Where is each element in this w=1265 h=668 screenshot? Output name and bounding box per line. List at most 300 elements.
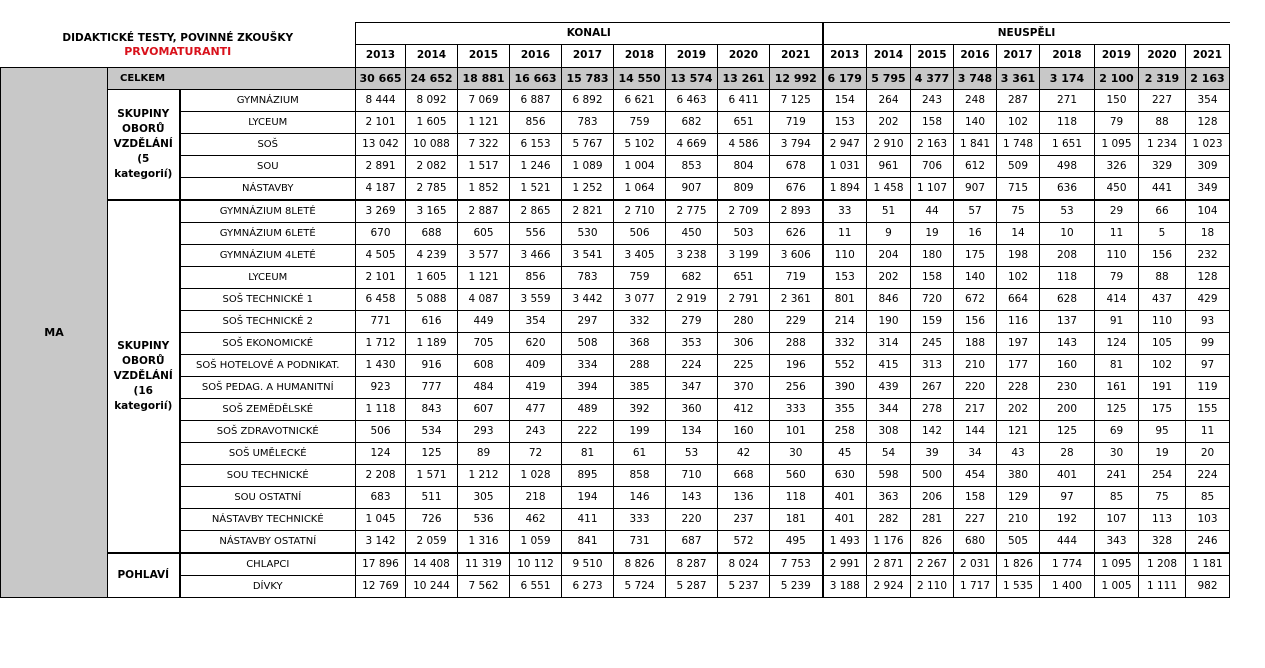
konali-cell: 354	[510, 310, 562, 332]
neuspeli-cell: 343	[1095, 530, 1139, 553]
konali-cell: 856	[510, 111, 562, 133]
konali-cell: 1 246	[510, 155, 562, 177]
konali-cell: 4 187	[356, 177, 406, 200]
row-label: SOŠ HOTELOVÉ A PODNIKAT.	[180, 354, 356, 376]
konali-cell: 17 896	[356, 553, 406, 576]
konali-cell: 777	[406, 376, 458, 398]
total-konali-cell: 12 992	[770, 67, 823, 89]
table-row	[1, 376, 1230, 398]
neuspeli-cell: 156	[1139, 244, 1186, 266]
neuspeli-cell: 961	[867, 155, 911, 177]
neuspeli-cell: 79	[1095, 111, 1139, 133]
neuspeli-cell: 228	[997, 376, 1040, 398]
konali-cell: 477	[510, 398, 562, 420]
row-label: DÍVKY	[180, 575, 356, 597]
konali-cell: 332	[614, 310, 666, 332]
neuspeli-cell: 128	[1186, 266, 1230, 288]
konali-cell: 449	[458, 310, 510, 332]
neuspeli-cell: 137	[1040, 310, 1095, 332]
neuspeli-cell: 18	[1186, 222, 1230, 244]
table-row	[1, 111, 1230, 133]
konali-cell: 196	[770, 354, 823, 376]
neuspeli-cell: 204	[867, 244, 911, 266]
konali-cell: 279	[666, 310, 718, 332]
konali-cell: 134	[666, 420, 718, 442]
table-row	[1, 575, 1230, 597]
row-label: NÁSTAVBY OSTATNÍ	[180, 530, 356, 553]
neuspeli-cell: 99	[1186, 332, 1230, 354]
row-label: SOŠ TECHNICKÉ 2	[180, 310, 356, 332]
table-title-cell	[1, 23, 356, 68]
neuspeli-cell: 349	[1186, 177, 1230, 200]
neuspeli-cell: 429	[1186, 288, 1230, 310]
konali-cell: 1 521	[510, 177, 562, 200]
neuspeli-cell: 208	[1040, 244, 1095, 266]
neuspeli-cell: 97	[1040, 486, 1095, 508]
neuspeli-cell: 2 947	[823, 133, 867, 155]
konali-cell: 783	[562, 111, 614, 133]
neuspeli-cell: 118	[1040, 111, 1095, 133]
neuspeli-cell: 202	[867, 266, 911, 288]
konali-cell: 1 118	[356, 398, 406, 420]
konali-cell: 5 237	[718, 575, 770, 597]
total-neuspeli-cell: 3 748	[954, 67, 997, 89]
konali-cell: 353	[666, 332, 718, 354]
konali-cell: 804	[718, 155, 770, 177]
konali-cell: 450	[666, 222, 718, 244]
neuspeli-cell: 177	[997, 354, 1040, 376]
total-neuspeli-cell: 6 179	[823, 67, 867, 89]
row-label: SOŠ EKONOMICKÉ	[180, 332, 356, 354]
konali-cell: 2 785	[406, 177, 458, 200]
konali-cell: 1 059	[510, 530, 562, 553]
neuspeli-cell: 16	[954, 222, 997, 244]
neuspeli-cell: 1 841	[954, 133, 997, 155]
neuspeli-cell: 414	[1095, 288, 1139, 310]
konali-cell: 5 287	[666, 575, 718, 597]
neuspeli-cell: 1 651	[1040, 133, 1095, 155]
konali-cell: 2 208	[356, 464, 406, 486]
konali-cell: 297	[562, 310, 614, 332]
table-row	[1, 133, 1230, 155]
neuspeli-cell: 271	[1040, 89, 1095, 111]
konali-cell: 626	[770, 222, 823, 244]
konali-cell: 14 408	[406, 553, 458, 576]
konali-cell: 3 238	[666, 244, 718, 266]
konali-cell: 3 606	[770, 244, 823, 266]
neuspeli-cell: 158	[911, 266, 954, 288]
neuspeli-cell: 198	[997, 244, 1040, 266]
neuspeli-cell: 2 924	[867, 575, 911, 597]
neuspeli-cell: 454	[954, 464, 997, 486]
neuspeli-cell: 124	[1095, 332, 1139, 354]
neuspeli-cell: 119	[1186, 376, 1230, 398]
konali-cell: 370	[718, 376, 770, 398]
konali-cell: 5 239	[770, 575, 823, 597]
konali-cell: 1 252	[562, 177, 614, 200]
table-row	[1, 464, 1230, 486]
neuspeli-cell: 11	[1095, 222, 1139, 244]
neuspeli-cell: 128	[1186, 111, 1230, 133]
konali-cell: 6 273	[562, 575, 614, 597]
neuspeli-cell: 175	[1139, 398, 1186, 420]
konali-cell: 511	[406, 486, 458, 508]
konali-cell: 288	[614, 354, 666, 376]
year-header-neuspeli-2014: 2014	[867, 45, 911, 67]
konali-cell: 256	[770, 376, 823, 398]
konali-cell: 385	[614, 376, 666, 398]
konali-cell: 8 287	[666, 553, 718, 576]
neuspeli-cell: 1 458	[867, 177, 911, 200]
konali-cell: 8 092	[406, 89, 458, 111]
konali-cell: 136	[718, 486, 770, 508]
konali-cell: 858	[614, 464, 666, 486]
konali-cell: 1 028	[510, 464, 562, 486]
table-body	[1, 67, 1230, 597]
neuspeli-cell: 720	[911, 288, 954, 310]
neuspeli-cell: 3 188	[823, 575, 867, 597]
neuspeli-cell: 43	[997, 442, 1040, 464]
konali-cell: 2 082	[406, 155, 458, 177]
konali-cell: 683	[356, 486, 406, 508]
neuspeli-cell: 34	[954, 442, 997, 464]
konali-cell: 506	[614, 222, 666, 244]
table-row	[1, 420, 1230, 442]
konali-cell: 7 069	[458, 89, 510, 111]
year-header-konali-2013: 2013	[356, 45, 406, 67]
row-label: SOŠ TECHNICKÉ 1	[180, 288, 356, 310]
konali-cell: 3 442	[562, 288, 614, 310]
konali-cell: 3 077	[614, 288, 666, 310]
neuspeli-cell: 230	[1040, 376, 1095, 398]
neuspeli-cell: 1 095	[1095, 133, 1139, 155]
total-konali-cell: 13 261	[718, 67, 770, 89]
total-konali-cell: 16 663	[510, 67, 562, 89]
statistics-table-wrapper	[0, 22, 1230, 598]
neuspeli-cell: 1 095	[1095, 553, 1139, 576]
neuspeli-cell: 354	[1186, 89, 1230, 111]
section-label-1: SKUPINY OBORŮ VZDĚLÁNÍ (16 kategorií)	[108, 200, 180, 553]
neuspeli-cell: 243	[911, 89, 954, 111]
neuspeli-cell: 129	[997, 486, 1040, 508]
neuspeli-cell: 363	[867, 486, 911, 508]
konali-cell: 3 577	[458, 244, 510, 266]
year-header-neuspeli-2021: 2021	[1186, 45, 1230, 67]
konali-cell: 124	[356, 442, 406, 464]
group-header-neuspeli: NEUSPĚLI	[823, 23, 1230, 45]
neuspeli-cell: 598	[867, 464, 911, 486]
neuspeli-cell: 57	[954, 200, 997, 223]
konali-cell: 3 559	[510, 288, 562, 310]
neuspeli-cell: 329	[1139, 155, 1186, 177]
neuspeli-cell: 232	[1186, 244, 1230, 266]
konali-cell: 53	[666, 442, 718, 464]
konali-cell: 1 004	[614, 155, 666, 177]
konali-cell: 6 887	[510, 89, 562, 111]
table-row	[1, 222, 1230, 244]
konali-cell: 8 024	[718, 553, 770, 576]
konali-cell: 7 125	[770, 89, 823, 111]
konali-cell: 347	[666, 376, 718, 398]
neuspeli-cell: 680	[954, 530, 997, 553]
neuspeli-cell: 75	[997, 200, 1040, 223]
neuspeli-cell: 401	[823, 486, 867, 508]
konali-cell: 495	[770, 530, 823, 553]
neuspeli-cell: 1 748	[997, 133, 1040, 155]
neuspeli-cell: 210	[954, 354, 997, 376]
konali-cell: 3 541	[562, 244, 614, 266]
neuspeli-cell: 144	[954, 420, 997, 442]
konali-cell: 1 064	[614, 177, 666, 200]
konali-cell: 2 059	[406, 530, 458, 553]
table-row	[1, 310, 1230, 332]
neuspeli-cell: 29	[1095, 200, 1139, 223]
konali-cell: 841	[562, 530, 614, 553]
neuspeli-cell: 14	[997, 222, 1040, 244]
neuspeli-cell: 1 826	[997, 553, 1040, 576]
neuspeli-cell: 328	[1139, 530, 1186, 553]
total-neuspeli-cell: 3 361	[997, 67, 1040, 89]
konali-cell: 726	[406, 508, 458, 530]
neuspeli-cell: 254	[1139, 464, 1186, 486]
neuspeli-cell: 11	[1186, 420, 1230, 442]
neuspeli-cell: 672	[954, 288, 997, 310]
konali-cell: 759	[614, 266, 666, 288]
konali-cell: 89	[458, 442, 510, 464]
konali-cell: 243	[510, 420, 562, 442]
year-header-konali-2019: 2019	[666, 45, 718, 67]
neuspeli-cell: 197	[997, 332, 1040, 354]
neuspeli-cell: 1 894	[823, 177, 867, 200]
konali-cell: 923	[356, 376, 406, 398]
konali-cell: 293	[458, 420, 510, 442]
konali-cell: 72	[510, 442, 562, 464]
neuspeli-cell: 192	[1040, 508, 1095, 530]
neuspeli-cell: 210	[997, 508, 1040, 530]
konali-cell: 1 852	[458, 177, 510, 200]
konali-cell: 5 102	[614, 133, 666, 155]
neuspeli-cell: 125	[1040, 420, 1095, 442]
neuspeli-cell: 401	[1040, 464, 1095, 486]
neuspeli-cell: 20	[1186, 442, 1230, 464]
konali-cell: 30	[770, 442, 823, 464]
neuspeli-cell: 380	[997, 464, 1040, 486]
total-neuspeli-cell: 2 163	[1186, 67, 1230, 89]
neuspeli-cell: 160	[1040, 354, 1095, 376]
konali-cell: 4 087	[458, 288, 510, 310]
konali-cell: 2 101	[356, 111, 406, 133]
neuspeli-cell: 907	[954, 177, 997, 200]
konali-cell: 6 463	[666, 89, 718, 111]
konali-cell: 61	[614, 442, 666, 464]
table-row	[1, 177, 1230, 200]
konali-cell: 783	[562, 266, 614, 288]
konali-cell: 1 121	[458, 111, 510, 133]
neuspeli-cell: 314	[867, 332, 911, 354]
neuspeli-cell: 45	[823, 442, 867, 464]
year-header-neuspeli-2015: 2015	[911, 45, 954, 67]
ma-label: MA	[1, 67, 108, 597]
neuspeli-cell: 93	[1186, 310, 1230, 332]
konali-cell: 1 189	[406, 332, 458, 354]
neuspeli-cell: 344	[867, 398, 911, 420]
row-label: LYCEUM	[180, 111, 356, 133]
neuspeli-cell: 706	[911, 155, 954, 177]
statistics-table	[0, 22, 1230, 598]
neuspeli-cell: 846	[867, 288, 911, 310]
neuspeli-cell: 191	[1139, 376, 1186, 398]
neuspeli-cell: 88	[1139, 266, 1186, 288]
konali-cell: 3 269	[356, 200, 406, 223]
neuspeli-cell: 612	[954, 155, 997, 177]
konali-cell: 2 919	[666, 288, 718, 310]
total-konali-cell: 24 652	[406, 67, 458, 89]
neuspeli-cell: 505	[997, 530, 1040, 553]
neuspeli-cell: 1 535	[997, 575, 1040, 597]
konali-cell: 907	[666, 177, 718, 200]
konali-cell: 360	[666, 398, 718, 420]
neuspeli-cell: 220	[954, 376, 997, 398]
konali-cell: 2 710	[614, 200, 666, 223]
year-header-neuspeli-2018: 2018	[1040, 45, 1095, 67]
konali-cell: 682	[666, 111, 718, 133]
section-label-0: SKUPINY OBORŮ VZDĚLÁNÍ (5 kategorií)	[108, 89, 180, 200]
konali-cell: 280	[718, 310, 770, 332]
konali-cell: 220	[666, 508, 718, 530]
neuspeli-cell: 190	[867, 310, 911, 332]
konali-cell: 5 767	[562, 133, 614, 155]
konali-cell: 2 865	[510, 200, 562, 223]
konali-cell: 719	[770, 111, 823, 133]
neuspeli-cell: 19	[1139, 442, 1186, 464]
konali-cell: 306	[718, 332, 770, 354]
neuspeli-cell: 258	[823, 420, 867, 442]
neuspeli-cell: 224	[1186, 464, 1230, 486]
konali-cell: 6 458	[356, 288, 406, 310]
total-neuspeli-cell: 5 795	[867, 67, 911, 89]
neuspeli-cell: 110	[823, 244, 867, 266]
konali-cell: 81	[562, 442, 614, 464]
neuspeli-cell: 214	[823, 310, 867, 332]
neuspeli-cell: 287	[997, 89, 1040, 111]
konali-cell: 334	[562, 354, 614, 376]
konali-cell: 1 430	[356, 354, 406, 376]
konali-cell: 101	[770, 420, 823, 442]
neuspeli-cell: 1 023	[1186, 133, 1230, 155]
neuspeli-cell: 355	[823, 398, 867, 420]
table-title: DIDAKTICKÉ TESTY, POVINNÉ ZKOUŠKY	[62, 31, 294, 44]
konali-cell: 2 893	[770, 200, 823, 223]
neuspeli-cell: 81	[1095, 354, 1139, 376]
table-row	[1, 354, 1230, 376]
neuspeli-cell: 437	[1139, 288, 1186, 310]
neuspeli-cell: 241	[1095, 464, 1139, 486]
konali-cell: 2 887	[458, 200, 510, 223]
konali-cell: 10 112	[510, 553, 562, 576]
neuspeli-cell: 54	[867, 442, 911, 464]
konali-cell: 409	[510, 354, 562, 376]
neuspeli-cell: 107	[1095, 508, 1139, 530]
konali-cell: 3 405	[614, 244, 666, 266]
neuspeli-cell: 206	[911, 486, 954, 508]
konali-cell: 687	[666, 530, 718, 553]
neuspeli-cell: 1 031	[823, 155, 867, 177]
neuspeli-cell: 30	[1095, 442, 1139, 464]
row-label: GYMNÁZIUM	[180, 89, 356, 111]
konali-cell: 3 199	[718, 244, 770, 266]
neuspeli-cell: 1 400	[1040, 575, 1095, 597]
row-label: GYMNÁZIUM 8LETÉ	[180, 200, 356, 223]
neuspeli-cell: 246	[1186, 530, 1230, 553]
konali-cell: 853	[666, 155, 718, 177]
konali-cell: 2 361	[770, 288, 823, 310]
konali-cell: 676	[770, 177, 823, 200]
neuspeli-cell: 143	[1040, 332, 1095, 354]
neuspeli-cell: 44	[911, 200, 954, 223]
konali-cell: 2 101	[356, 266, 406, 288]
konali-cell: 1 045	[356, 508, 406, 530]
konali-cell: 678	[770, 155, 823, 177]
year-header-neuspeli-2017: 2017	[997, 45, 1040, 67]
konali-cell: 1 571	[406, 464, 458, 486]
konali-cell: 3 466	[510, 244, 562, 266]
konali-cell: 10 244	[406, 575, 458, 597]
konali-cell: 536	[458, 508, 510, 530]
neuspeli-cell: 66	[1139, 200, 1186, 223]
row-label: SOŠ ZEMĚDĚLSKÉ	[180, 398, 356, 420]
row-label: SOŠ PEDAG. A HUMANITNÍ	[180, 376, 356, 398]
neuspeli-cell: 278	[911, 398, 954, 420]
neuspeli-cell: 308	[867, 420, 911, 442]
table-row	[1, 89, 1230, 111]
konali-cell: 605	[458, 222, 510, 244]
neuspeli-cell: 248	[954, 89, 997, 111]
neuspeli-cell: 85	[1095, 486, 1139, 508]
konali-cell: 392	[614, 398, 666, 420]
konali-cell: 218	[510, 486, 562, 508]
section-label-2: POHLAVÍ	[108, 553, 180, 598]
konali-cell: 143	[666, 486, 718, 508]
konali-cell: 4 586	[718, 133, 770, 155]
neuspeli-cell: 2 267	[911, 553, 954, 576]
konali-cell: 607	[458, 398, 510, 420]
neuspeli-cell: 415	[867, 354, 911, 376]
neuspeli-cell: 95	[1139, 420, 1186, 442]
neuspeli-cell: 227	[1139, 89, 1186, 111]
neuspeli-cell: 1 176	[867, 530, 911, 553]
year-header-konali-2014: 2014	[406, 45, 458, 67]
konali-cell: 412	[718, 398, 770, 420]
neuspeli-cell: 69	[1095, 420, 1139, 442]
row-label: SOŠ ZDRAVOTNICKÉ	[180, 420, 356, 442]
konali-cell: 506	[356, 420, 406, 442]
table-row	[1, 332, 1230, 354]
konali-cell: 199	[614, 420, 666, 442]
neuspeli-cell: 444	[1040, 530, 1095, 553]
neuspeli-cell: 267	[911, 376, 954, 398]
neuspeli-cell: 982	[1186, 575, 1230, 597]
konali-cell: 682	[666, 266, 718, 288]
konali-cell: 895	[562, 464, 614, 486]
konali-cell: 534	[406, 420, 458, 442]
konali-cell: 620	[510, 332, 562, 354]
row-label: SOU	[180, 155, 356, 177]
konali-cell: 489	[562, 398, 614, 420]
konali-cell: 1 605	[406, 266, 458, 288]
neuspeli-cell: 154	[823, 89, 867, 111]
neuspeli-cell: 390	[823, 376, 867, 398]
total-neuspeli-cell: 4 377	[911, 67, 954, 89]
